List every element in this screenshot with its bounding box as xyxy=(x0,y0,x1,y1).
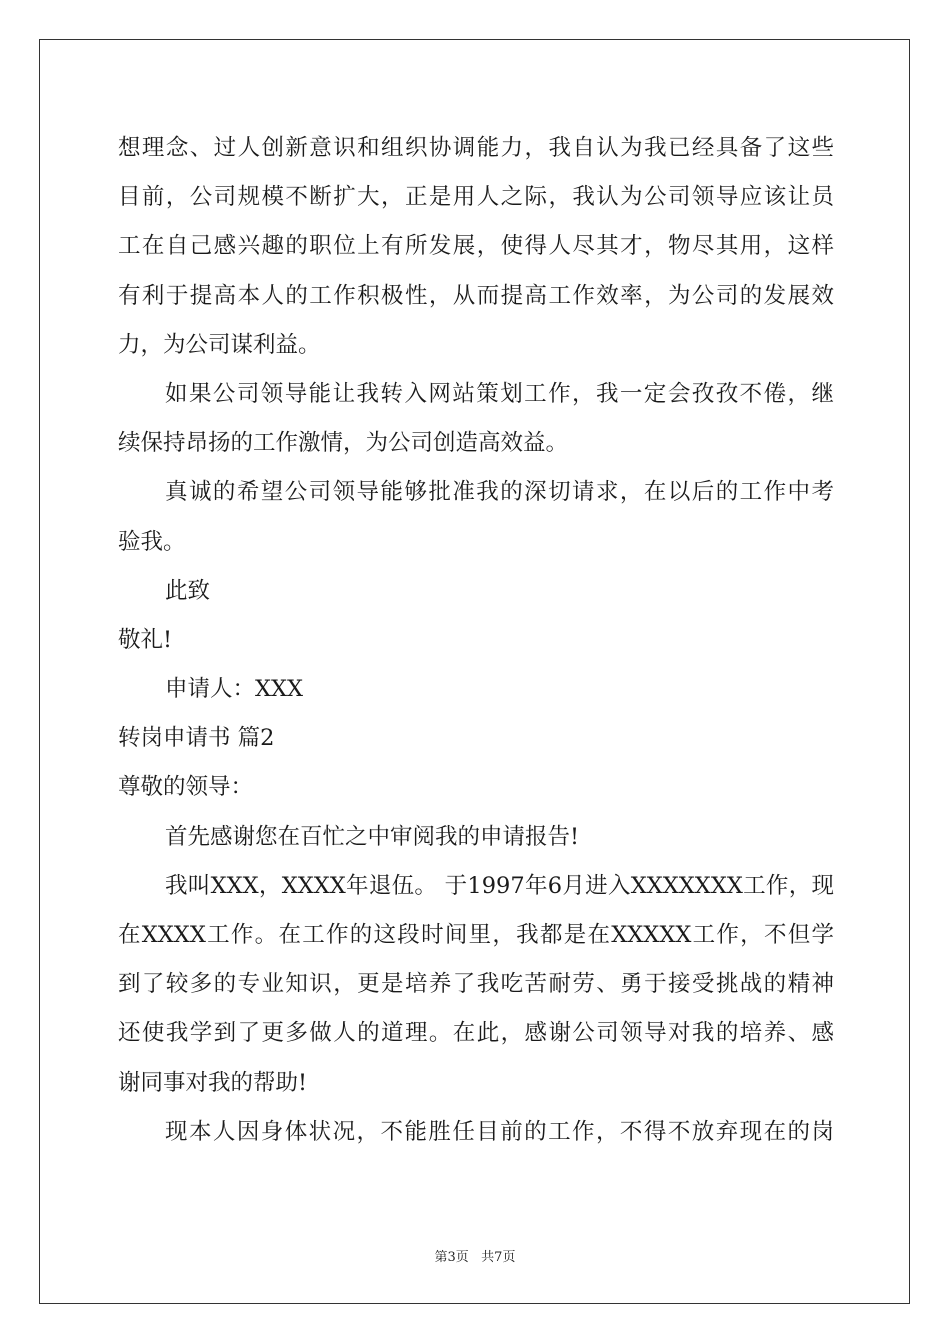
body-line: 续保持昂扬的工作激情，为公司创造高效益。 xyxy=(118,430,569,457)
body-line: 到了较多的专业知识，更是培养了我吃苦耐劳、勇于接受挑战的精神 xyxy=(118,971,834,998)
document-body xyxy=(118,124,834,1157)
greeting-line: 尊敬的领导： xyxy=(118,774,254,801)
body-line: 真诚的希望公司领导能够批准我的深切请求，在以后的工作中考 xyxy=(165,479,834,506)
body-line: 力，为公司谋利益。 xyxy=(118,331,321,358)
body-line: 目前，公司规模不断扩大，正是用人之际，我认为公司领导应该让员 xyxy=(118,184,834,211)
body-line: 首先感谢您在百忙之中审阅我的申请报告! xyxy=(165,823,580,850)
salutation-line: 敬礼! xyxy=(118,626,173,653)
signature-line: 申请人：XXX xyxy=(165,676,304,703)
body-line: 想理念、过人创新意识和组织协调能力，我自认为我已经具备了这些 xyxy=(118,135,834,161)
body-line: 工在自己感兴趣的职位上有所发展，使得人尽其才，物尽其用，这样 xyxy=(118,233,834,260)
body-line: 如果公司领导能让我转入网站策划工作，我一定会孜孜不倦，继 xyxy=(165,380,834,407)
body-line: 谢同事对我的帮助! xyxy=(118,1069,308,1096)
section-heading: 转岗申请书 篇2 xyxy=(118,725,275,752)
page-number: 第3页 共7页 xyxy=(434,1250,516,1265)
body-line: 我叫XXX，XXXX年退伍。 于1997年6月进入XXXXXXX工作，现 xyxy=(165,872,834,899)
body-line: 现本人因身体状况，不能胜任目前的工作，不得不放弃现在的岗 xyxy=(165,1118,834,1145)
closing-line: 此致 xyxy=(165,577,211,604)
body-line: 还使我学到了更多做人的道理。在此，感谢公司领导对我的培养、感 xyxy=(118,1020,834,1047)
body-line: 有利于提高本人的工作积极性，从而提高工作效率，为公司的发展效 xyxy=(118,282,834,309)
body-line: 在XXXX工作。在工作的这段时间里，我都是在XXXXX工作，不但学 xyxy=(118,922,834,948)
body-line: 验我。 xyxy=(118,528,186,555)
